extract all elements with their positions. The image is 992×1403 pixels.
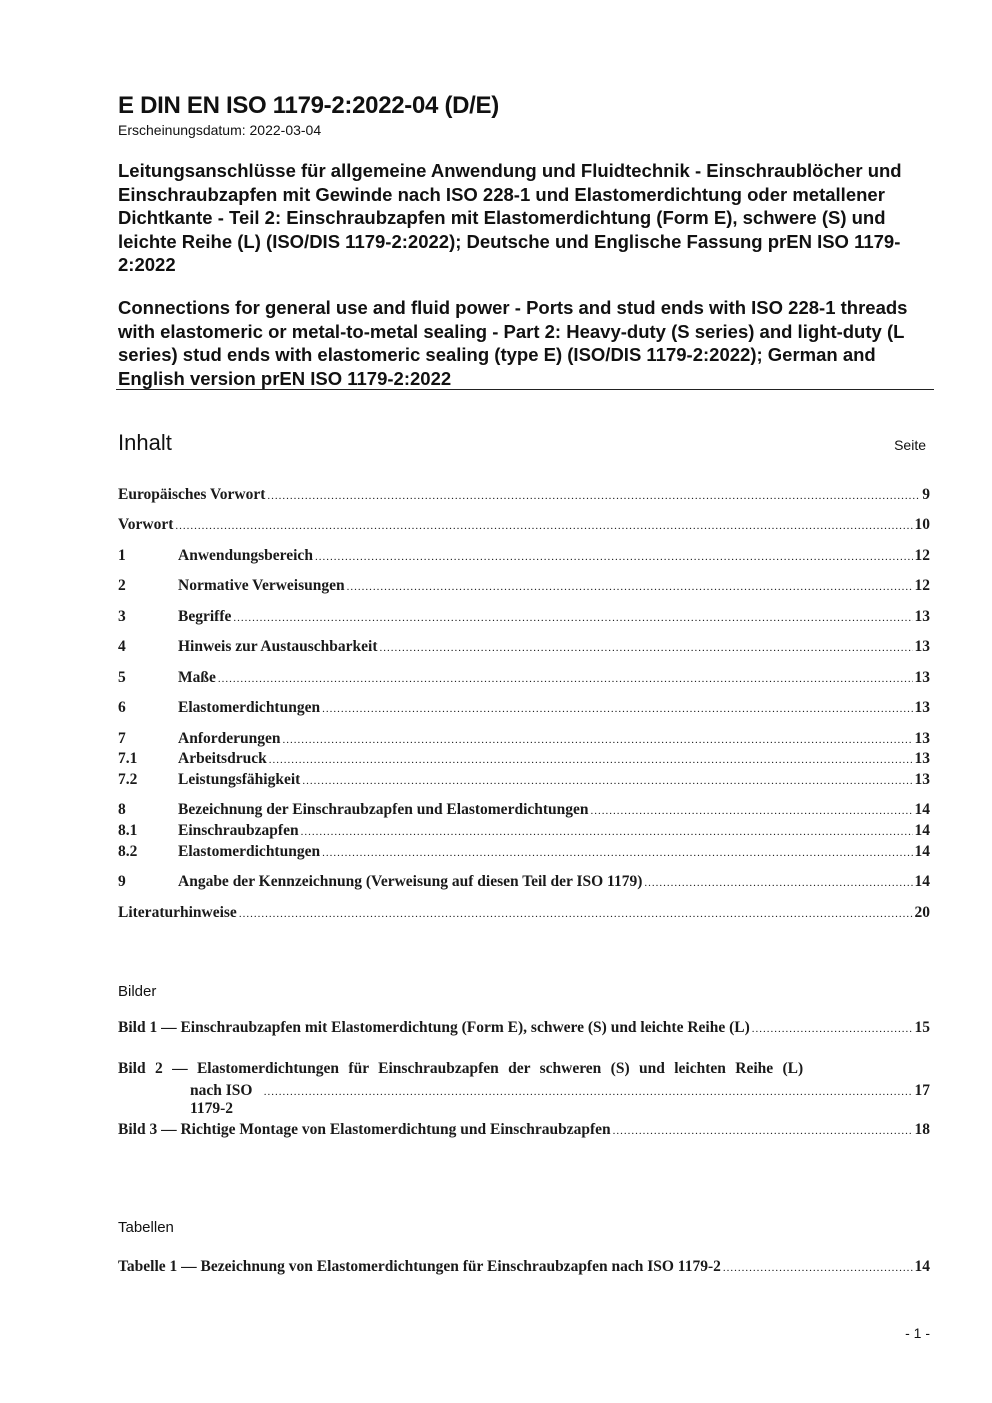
- document-title: E DIN EN ISO 1179-2:2022-04 (D/E): [118, 92, 499, 119]
- toc-leader: [302, 775, 912, 787]
- tables-heading: Tabellen: [118, 1219, 174, 1236]
- toc-entry-page: 9: [922, 486, 930, 503]
- toc-entry-number: 8.1: [118, 822, 138, 839]
- figure-entry[interactable]: [118, 1060, 930, 1117]
- toc-leader: [233, 612, 912, 624]
- toc-leader: [322, 847, 912, 859]
- toc-entry-page: 13: [914, 750, 930, 767]
- title-english: Connections for general use and fluid power - Ports and stud ends with ISO 228-1 threads with elastomeric or metal-to-metal sealing - Part 2: Heavy-duty (S series) and light-duty (L series) stud ends with elastomeric sealing (type E) (ISO/DIS 1179-2:2022); German and English version prEN ISO 1179-2:2022: [118, 297, 908, 389]
- toc-entry[interactable]: [118, 547, 930, 567]
- toc-entry[interactable]: [118, 486, 930, 506]
- toc-entry-page: 20: [914, 904, 930, 921]
- toc-entry[interactable]: [118, 577, 930, 597]
- toc-entry-title: Begriffe: [178, 608, 232, 625]
- toc-entry-page: 10: [914, 516, 930, 533]
- toc-entry-title: Anwendungsbereich: [178, 547, 313, 564]
- toc-entry-page: 13: [914, 608, 930, 625]
- toc-entry-page: 14: [914, 843, 930, 860]
- toc-entry[interactable]: [118, 822, 930, 842]
- toc-entry[interactable]: [118, 771, 930, 791]
- toc-leader: [322, 703, 912, 715]
- figure-entry-title: Bild 3 — Richtige Montage von Elastomerdichtung und Einschraubzapfen: [118, 1121, 611, 1138]
- toc-leader: [267, 490, 920, 502]
- toc-entry-title: Hinweis zur Austauschbarkeit: [178, 638, 378, 655]
- figure-entry-title-continued: nach ISO 1179-2: [190, 1082, 253, 1117]
- toc-entry-title: Elastomerdichtungen: [178, 699, 321, 716]
- figure-entry-title: Bild 1 — Einschraubzapfen mit Elastomerdichtung (Form E), schwere (S) und leichte Reihe (L): [118, 1019, 750, 1036]
- toc-entry-number: 4: [118, 638, 126, 655]
- toc-leader: [315, 551, 913, 563]
- toc-entry-title: Elastomerdichtungen: [178, 843, 321, 860]
- toc-entry-number: 8: [118, 801, 126, 818]
- toc-entry-number: 1: [118, 547, 126, 564]
- toc-entry-number: 8.2: [118, 843, 138, 860]
- toc-entry-page: 14: [914, 801, 930, 818]
- toc-entry-page: 14: [914, 822, 930, 839]
- toc-leader: [239, 908, 913, 920]
- toc-entry-page: 13: [914, 730, 930, 747]
- toc-entry-page: 12: [914, 577, 930, 594]
- table-entry[interactable]: [118, 1258, 930, 1278]
- title-divider: [116, 389, 934, 390]
- toc-entry-number: 3: [118, 608, 126, 625]
- toc-entry[interactable]: [118, 608, 930, 628]
- toc-leader: [723, 1262, 913, 1274]
- toc-entry-title: Vorwort: [118, 516, 174, 533]
- toc-entry[interactable]: [118, 638, 930, 658]
- toc-entry-title: Maße: [178, 669, 216, 686]
- toc-entry[interactable]: [118, 699, 930, 719]
- title-german: Leitungsanschlüsse für allgemeine Anwendung und Fluidtechnik - Einschraublöcher und Einschraubzapfen mit Gewinde nach ISO 228-1 und Elastomerdichtung oder metallener Dichtkante - Teil 2: Einschraubzapfen mit Elastomerdichtung (Form E), schwere (S) und leichte Reihe (L) (ISO/DIS 1179-2:2022); Deutsche und Englische Fassung prEN ISO 1179-2:2022: [118, 160, 902, 275]
- toc-entry-number: 2: [118, 577, 126, 594]
- toc-entry-number: 7.1: [118, 750, 138, 767]
- toc-leader: [591, 805, 913, 817]
- toc-leader: [264, 1086, 913, 1098]
- toc-entry-title: Angabe der Kennzeichnung (Verweisung auf diesen Teil der ISO 1179): [178, 873, 643, 890]
- toc-entry-page: 13: [914, 699, 930, 716]
- toc-entry[interactable]: [118, 750, 930, 770]
- toc-leader: [380, 642, 913, 654]
- toc-entry-page: 13: [914, 669, 930, 686]
- toc-leader: [282, 734, 912, 746]
- toc-entry-title: Literaturhinweise: [118, 904, 237, 921]
- table-entry-title: Tabelle 1 — Bezeichnung von Elastomerdichtungen für Einschraubzapfen nach ISO 1179-2: [118, 1258, 721, 1275]
- figure-entry-page: 18: [914, 1121, 930, 1138]
- toc-leader: [269, 754, 913, 766]
- table-entry-page: 14: [914, 1258, 930, 1275]
- toc-entry-number: 7.2: [118, 771, 138, 788]
- toc-heading: Inhalt: [118, 430, 172, 455]
- toc-entry-number: 9: [118, 873, 126, 890]
- toc-entry-title: Leistungsfähigkeit: [178, 771, 301, 788]
- figure-entry-page: 17: [914, 1082, 930, 1099]
- figure-entry[interactable]: [118, 1121, 930, 1141]
- toc-entry-page: 13: [914, 638, 930, 655]
- toc-entry[interactable]: [118, 516, 930, 536]
- toc-entry-title: Normative Verweisungen: [178, 577, 345, 594]
- toc-entry-page: 13: [914, 771, 930, 788]
- toc-leader: [301, 826, 913, 838]
- toc-entry[interactable]: [118, 730, 930, 750]
- toc-page-label: Seite: [894, 437, 926, 453]
- toc-leader: [613, 1125, 913, 1137]
- toc-leader: [175, 520, 912, 532]
- figures-heading: Bilder: [118, 983, 157, 1000]
- toc-entry-number: 5: [118, 669, 126, 686]
- toc-leader: [644, 877, 912, 889]
- toc-entry[interactable]: [118, 669, 930, 689]
- toc-entry-title: Europäisches Vorwort: [118, 486, 266, 503]
- toc-entry-title: Bezeichnung der Einschraubzapfen und Elastomerdichtungen: [178, 801, 589, 818]
- toc-entry-number: 6: [118, 699, 126, 716]
- toc-entry-page: 14: [914, 873, 930, 890]
- toc-entry[interactable]: [118, 843, 930, 863]
- toc-leader: [347, 581, 913, 593]
- toc-leader: [218, 673, 913, 685]
- figure-entry-page: 15: [914, 1019, 930, 1036]
- page-number: - 1 -: [905, 1325, 930, 1341]
- figure-entry-title: Bild 2 — Elastomerdichtungen für Einschraubzapfen der schweren (S) und leichten Reihe (L): [118, 1060, 804, 1077]
- toc-entry[interactable]: [118, 904, 930, 924]
- toc-entry-title: Arbeitsdruck: [178, 750, 267, 767]
- toc-entry-number: 7: [118, 730, 126, 747]
- toc-entry[interactable]: [118, 873, 930, 893]
- toc-entry-title: Einschraubzapfen: [178, 822, 299, 839]
- figure-entry[interactable]: [118, 1019, 930, 1039]
- publication-date: Erscheinungsdatum: 2022-03-04: [118, 122, 322, 138]
- toc-entry-page: 12: [914, 547, 930, 564]
- toc-leader: [752, 1023, 913, 1035]
- toc-entry-title: Anforderungen: [178, 730, 281, 747]
- toc-entry[interactable]: [118, 801, 930, 821]
